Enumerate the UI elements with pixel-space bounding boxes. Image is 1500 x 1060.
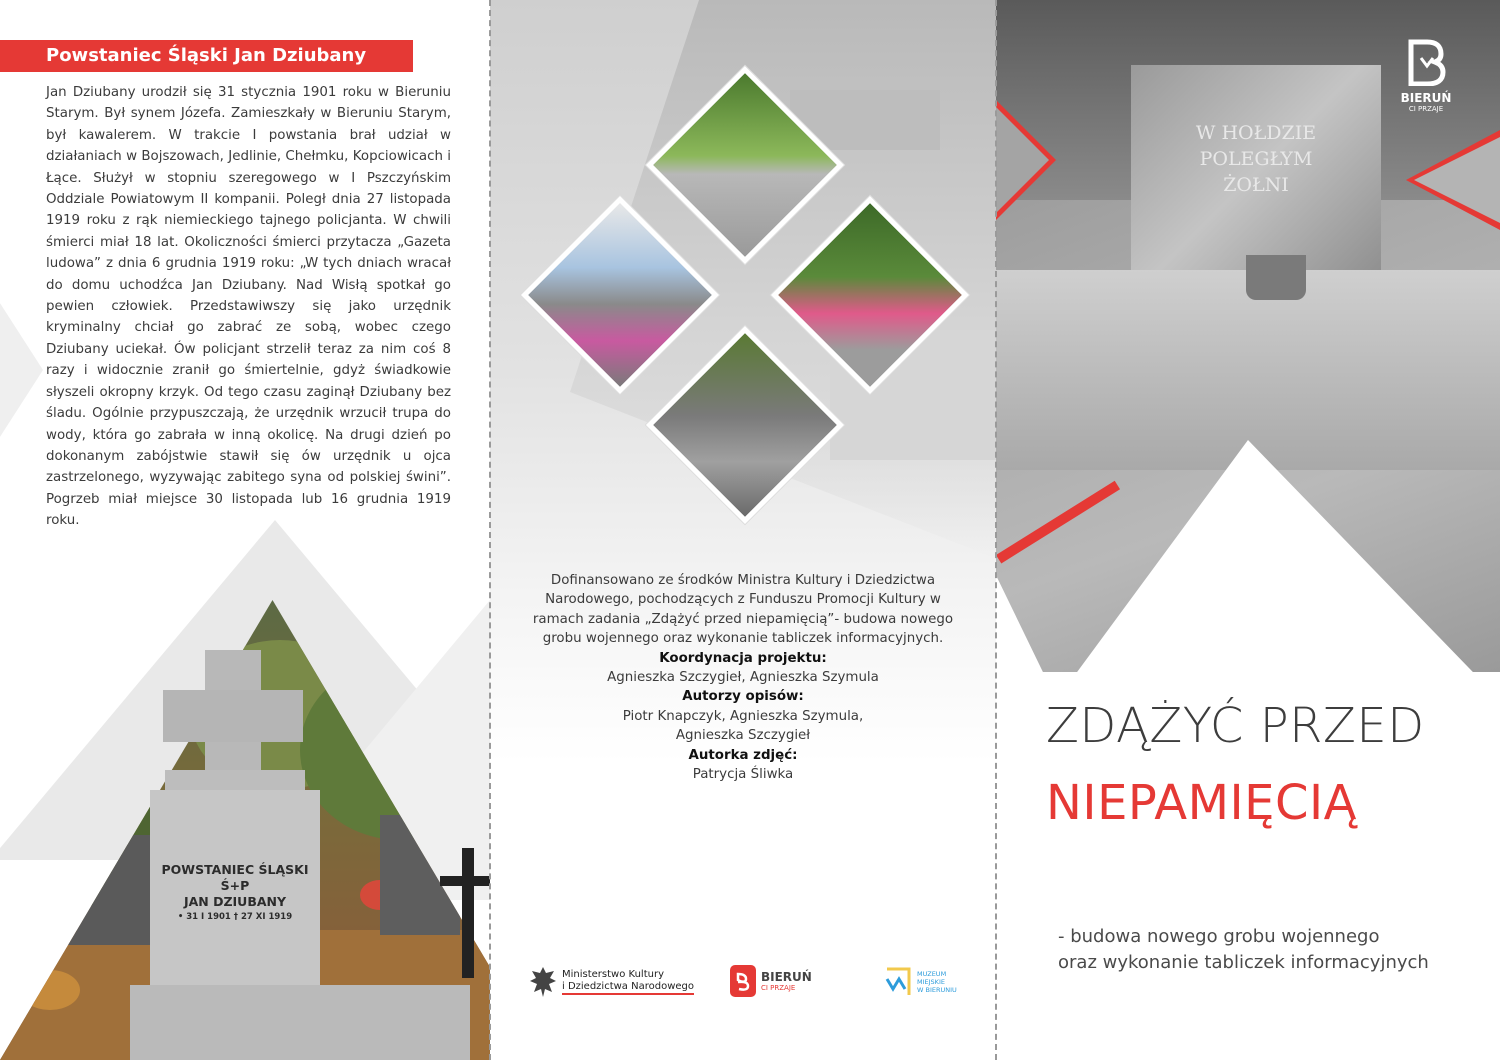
bierun-b-icon [1405,38,1447,86]
museum-logo: MUZEUM MIEJSKIE W BIERUNIU [883,965,957,999]
right-panel [996,0,1500,1060]
bierun-b-icon [730,965,756,997]
section-heading: Powstaniec Śląski Jan Dziubany [0,40,413,72]
decor-triangle [0,300,43,440]
black-cross [440,876,490,886]
ministry-logo: Ministerstwo Kultury i Dziedzictwa Narodowego [528,965,694,999]
tombstone-slab [130,985,470,1060]
memorial-plaque: W HOŁDZIE POLEGŁYM ŻOŁNI [1131,65,1381,280]
red-chevron [996,107,1049,213]
cover-title-line1: ZDĄŻYĆ PRZED [1046,698,1425,754]
museum-icon [883,965,913,999]
authors-names: Agnieszka Szczygieł [675,728,811,744]
left-panel [0,0,490,1060]
bierun-logo: BIERUŃ CI PRZAJE [730,965,812,997]
bierun-logo-top: BIERUŃ CI PRZAJE [1396,38,1456,114]
credits-block [520,571,966,784]
black-cross [462,848,474,978]
tombstone-inscription: POWSTANIEC ŚLĄSKI Ś+P JAN DZIUBANY • 31 I 1901 † 27 XI 1919 [161,862,309,922]
red-chevron [1414,137,1500,223]
cover-subtitle: - budowa nowego grobu wojennego oraz wykonanie tabliczek informacyjnych [1058,926,1429,973]
tombstone-cross [163,690,303,742]
authors-label: Autorzy opisów: [682,689,804,705]
fold-line [489,0,491,1060]
biography-text: Jan Dziubany urodził się 31 stycznia 1901 roku w Bieruniu Starym. Był synem Józefa. Zamieszkały w Bieruniu Starym, był kawalerem. W trakcie I powstania brał udział w działaniach w Bojszowach, Jedlinie, Chełmku, Kopciowicach i Łące. Służył w stopniu szeregowego w I Pszczyńskim Oddziale Powiatowym II kompanii. Poległ dnia 27 listopada 1919 roku z rąk niemieckiego tajnego policjanta. W chwili śmierci miał 18 lat. Okoliczności śmierci przytacza „Gazeta ludowa” z dnia 6 grudnia 1919 roku: „W tych dniach wracał do domu uchodźca Jan Dziubany. Nad Wisłą spotkał go pewien człowiek. Przedstawiwszy się jako urzędnik kryminalny chciał go zabrać ze sobą, wobec czego Dziubany uciekał. Ów policjant strzelił teraz za nim coś 8 razy i widocznie zranił go śmiertelnie, gdyż świadkowie słyszeli okropny krzyk. Od tego czasu zaginął Dziubany bez śladu. Ogólnie przypuszczają, że urzędnik wrzucił trupa do wody, która go zabrała w inną okolicę. Na drugi dzień po dokonanym zabójstwie stawił się ów urzędnik u ojca zastrzelonego, wyzywając zabitego syna od polskiej świni”. Pogrzeb miał miejsce 30 listopada lub 16 grudnia 1919 roku. [46,85,451,529]
eagle-icon [528,965,558,999]
funding-text: Dofinansowano ze środków Ministra Kultury i Dziedzictwa Narodowego, pochodzących z Funduszu Promocji Kultury w ramach zadania „Zdążyć przed niepamięcią”- budowa nowego grobu wojennego oraz wykonanie tabliczek informacyjnych. [532,573,954,647]
authors-names: Piotr Knapczyk, Agnieszka Szymula, [622,708,864,724]
middle-panel [490,0,996,1060]
cover-title-line2: NIEPAMIĘCIĄ [1046,775,1358,831]
fold-line [995,0,997,1060]
photo-author-name: Patrycja Śliwka [692,767,794,783]
coordination-label: Koordynacja projektu: [659,650,827,666]
photo-author-label: Autorka zdjęć: [688,747,798,763]
coordination-names: Agnieszka Szczygieł, Agnieszka Szymula [607,670,879,686]
